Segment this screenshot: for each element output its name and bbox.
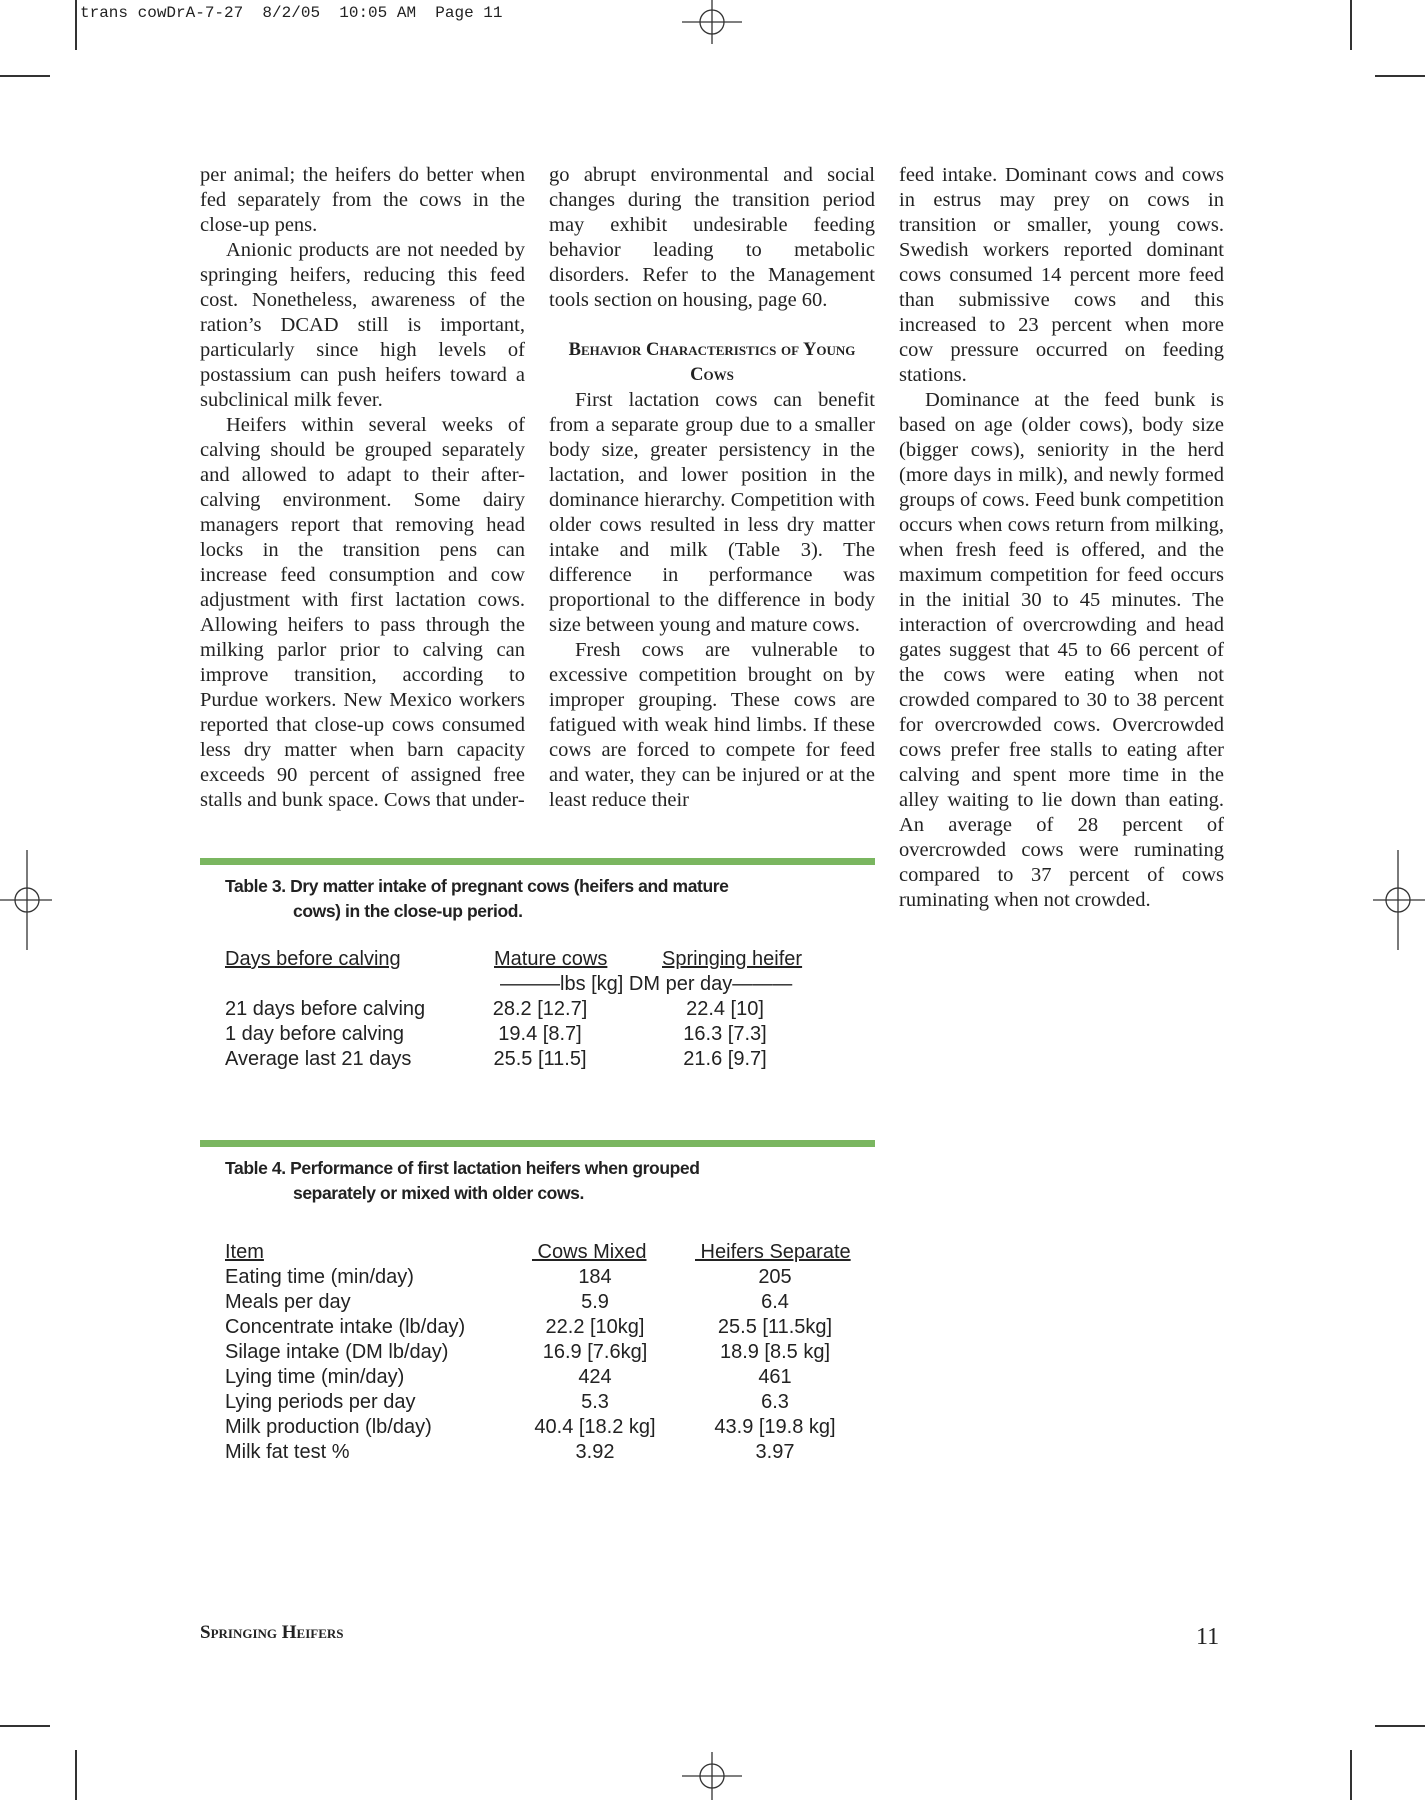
row-label: Concentrate intake (lb/day) bbox=[225, 1316, 466, 1338]
table-cell: 25.5 [11.5] bbox=[493, 1048, 587, 1070]
registration-mark-icon bbox=[682, 0, 742, 60]
column-header: Mature cows bbox=[494, 948, 608, 970]
caption-line: cows) in the close-up period. bbox=[293, 901, 523, 921]
registration-mark-icon bbox=[682, 1740, 742, 1800]
table-cell: 424 bbox=[578, 1366, 612, 1388]
text-column-3 bbox=[899, 163, 1224, 913]
table-row bbox=[225, 1440, 875, 1465]
table-caption bbox=[225, 874, 875, 924]
crop-mark bbox=[0, 1725, 50, 1727]
table-row bbox=[225, 1390, 875, 1415]
table-row bbox=[225, 1340, 875, 1365]
table-header-row bbox=[225, 1240, 875, 1265]
crop-mark bbox=[75, 0, 77, 50]
table-cell: 19.4 [8.7] bbox=[498, 1023, 582, 1045]
paragraph: Heifers within several weeks of calving should be grouped separately and allowed to adapt to their after-calving environment. Some dairy managers report that removing head locks in the transition pens can increase feed consumption and cow adjustment with first lactation cows. Allowing heifers to pass through the milking parlor prior to calving can improve transition, according to Purdue workers. New Mexico workers reported that close-up cows consumed less dry matter when barn capacity exceeds 90 percent of assigned free stalls and bunk space. Cows that under- bbox=[200, 414, 525, 811]
crop-mark bbox=[1375, 75, 1425, 77]
table-caption bbox=[225, 1156, 875, 1206]
table-rule bbox=[200, 858, 875, 865]
table-cell: 5.9 bbox=[581, 1291, 609, 1313]
row-label: Eating time (min/day) bbox=[225, 1266, 414, 1288]
crop-mark bbox=[1350, 1750, 1352, 1800]
table-cell: 3.97 bbox=[755, 1441, 795, 1463]
unit-label: ———lbs [kg] DM per day——— bbox=[500, 973, 793, 995]
table-rule bbox=[200, 1140, 875, 1147]
table-row bbox=[225, 1290, 875, 1315]
table-cell: 28.2 [12.7] bbox=[492, 998, 588, 1020]
data-table bbox=[225, 947, 875, 1087]
table-cell: 16.9 [7.6kg] bbox=[542, 1341, 648, 1363]
column-header: Item bbox=[225, 1241, 264, 1263]
table-row bbox=[225, 1365, 875, 1390]
caption-line: Table 4. Performance of first lactation heifers when grouped bbox=[225, 1158, 700, 1178]
table-cell: 461 bbox=[758, 1366, 792, 1388]
unit-row bbox=[225, 972, 875, 997]
table-cell: 22.4 [10] bbox=[686, 998, 764, 1020]
registration-mark-icon bbox=[0, 850, 60, 950]
paragraph: Dominance at the feed bunk is based on age (older cows), body size (bigger cows), seniority in the herd (more days in milk), and newly formed groups of cows. Feed bunk competition occurs when cows return from milking, when fresh feed is offered, and the maximum competition for feed occurs in the initial 30 to 45 minutes. The interaction of overcrowding and head gates suggest that 45 to 66 percent of the cows were eating when not crowded compared to 30 to 38 percent for overcrowded cows. Overcrowded cows prefer free stalls to eating after calving and spent more time in the alley waiting to lie down than eating. An average of 28 percent of overcrowded cows were ruminating compared to 37 percent of cows ruminating when not crowded. bbox=[899, 389, 1224, 911]
table-row bbox=[225, 1265, 875, 1290]
table-3 bbox=[200, 858, 875, 1088]
running-footer: Springing Heifers bbox=[200, 1622, 344, 1643]
row-label: Milk fat test % bbox=[225, 1441, 350, 1463]
table-cell: 43.9 [19.8 kg] bbox=[714, 1416, 836, 1438]
table-cell: 6.3 bbox=[761, 1391, 789, 1413]
section-heading: Behavior Characteristics of Young Cows bbox=[568, 340, 856, 385]
crop-mark bbox=[1375, 1725, 1425, 1727]
table-row bbox=[225, 997, 875, 1022]
column-header: Springing heifer bbox=[662, 948, 803, 970]
text-column-2 bbox=[549, 163, 875, 813]
row-label: Lying time (min/day) bbox=[225, 1366, 405, 1388]
paragraph: Anionic products are not needed by springing heifers, reducing this feed cost. Nonetheless, awareness of the ration’s DCAD still is important, particularly since high levels of postassium can push heifers toward a subclinical milk fever. bbox=[200, 239, 525, 411]
column-header: Days before calving bbox=[225, 948, 401, 970]
column-header: Cows Mixed bbox=[532, 1241, 647, 1263]
table-row bbox=[225, 1022, 875, 1047]
table-cell: 18.9 [8.5 kg] bbox=[719, 1341, 831, 1363]
crop-mark bbox=[1350, 0, 1352, 50]
table-cell: 3.92 bbox=[575, 1441, 615, 1463]
row-label: 21 days before calving bbox=[225, 998, 426, 1020]
row-label: Lying periods per day bbox=[225, 1391, 416, 1413]
paragraph: feed intake. Dominant cows and cows in estrus may prey on cows in transition or smaller, young cows. Swedish workers reported dominant cows consumed 14 percent more feed than submissive cows and this increased to 23 percent when more cow pressure occurred on feeding stations. bbox=[899, 164, 1224, 386]
table-cell: 21.6 [9.7] bbox=[683, 1048, 767, 1070]
table-row bbox=[225, 1315, 875, 1340]
table-cell: 16.3 [7.3] bbox=[683, 1023, 767, 1045]
table-cell: 22.2 [10kg] bbox=[545, 1316, 645, 1338]
table-header-row bbox=[225, 947, 875, 972]
data-table bbox=[225, 1240, 875, 1470]
table-4 bbox=[200, 1140, 875, 1480]
paragraph: First lactation cows can benefit from a separate group due to a smaller body size, greater persistency in the lactation, and lower position in the dominance hierarchy. Competition with older cows resulted in less dry matter intake and milk (Table 3). The difference in performance was proportional to the difference in body size between young and mature cows. bbox=[549, 389, 875, 636]
row-label: Silage intake (DM lb/day) bbox=[225, 1341, 449, 1363]
table-cell: 184 bbox=[578, 1266, 612, 1288]
crop-mark bbox=[75, 1750, 77, 1800]
table-cell: 40.4 [18.2 kg] bbox=[534, 1416, 656, 1438]
row-label: 1 day before calving bbox=[225, 1023, 405, 1045]
registration-mark-icon bbox=[1365, 850, 1425, 950]
column-header: Heifers Separate bbox=[695, 1241, 851, 1263]
text-column-1 bbox=[200, 163, 525, 813]
table-cell: 6.4 bbox=[761, 1291, 789, 1313]
table-cell: 205 bbox=[758, 1266, 792, 1288]
paragraph: Fresh cows are vulnerable to excessive competition brought on by improper grouping. These cows are fatigued with weak hind limbs. If these cows are forced to compete for feed and water, they can be injured or at the least reduce their bbox=[549, 639, 875, 811]
paragraph: per animal; the heifers do better when fed separately from the cows in the close-up pens. bbox=[200, 164, 525, 236]
table-cell: 25.5 [11.5kg] bbox=[717, 1316, 833, 1338]
caption-line: Table 3. Dry matter intake of pregnant cows (heifers and mature bbox=[225, 876, 729, 896]
row-label: Meals per day bbox=[225, 1291, 351, 1313]
page-number: 11 bbox=[1196, 1624, 1220, 1650]
crop-mark bbox=[0, 75, 50, 77]
table-cell: 5.3 bbox=[581, 1391, 609, 1413]
table-row bbox=[225, 1415, 875, 1440]
printer-slug: trans cowDrA-7-27 8/2/05 10:05 AM Page 11 bbox=[80, 4, 503, 22]
caption-line: separately or mixed with older cows. bbox=[293, 1183, 584, 1203]
row-label: Average last 21 days bbox=[225, 1048, 412, 1070]
paragraph: go abrupt environmental and social changes during the transition period may exhibit undesirable feeding behavior leading to metabolic disorders. Refer to the Management tools section on housing, page 60. bbox=[549, 164, 875, 311]
table-row bbox=[225, 1047, 875, 1072]
row-label: Milk production (lb/day) bbox=[225, 1416, 432, 1438]
